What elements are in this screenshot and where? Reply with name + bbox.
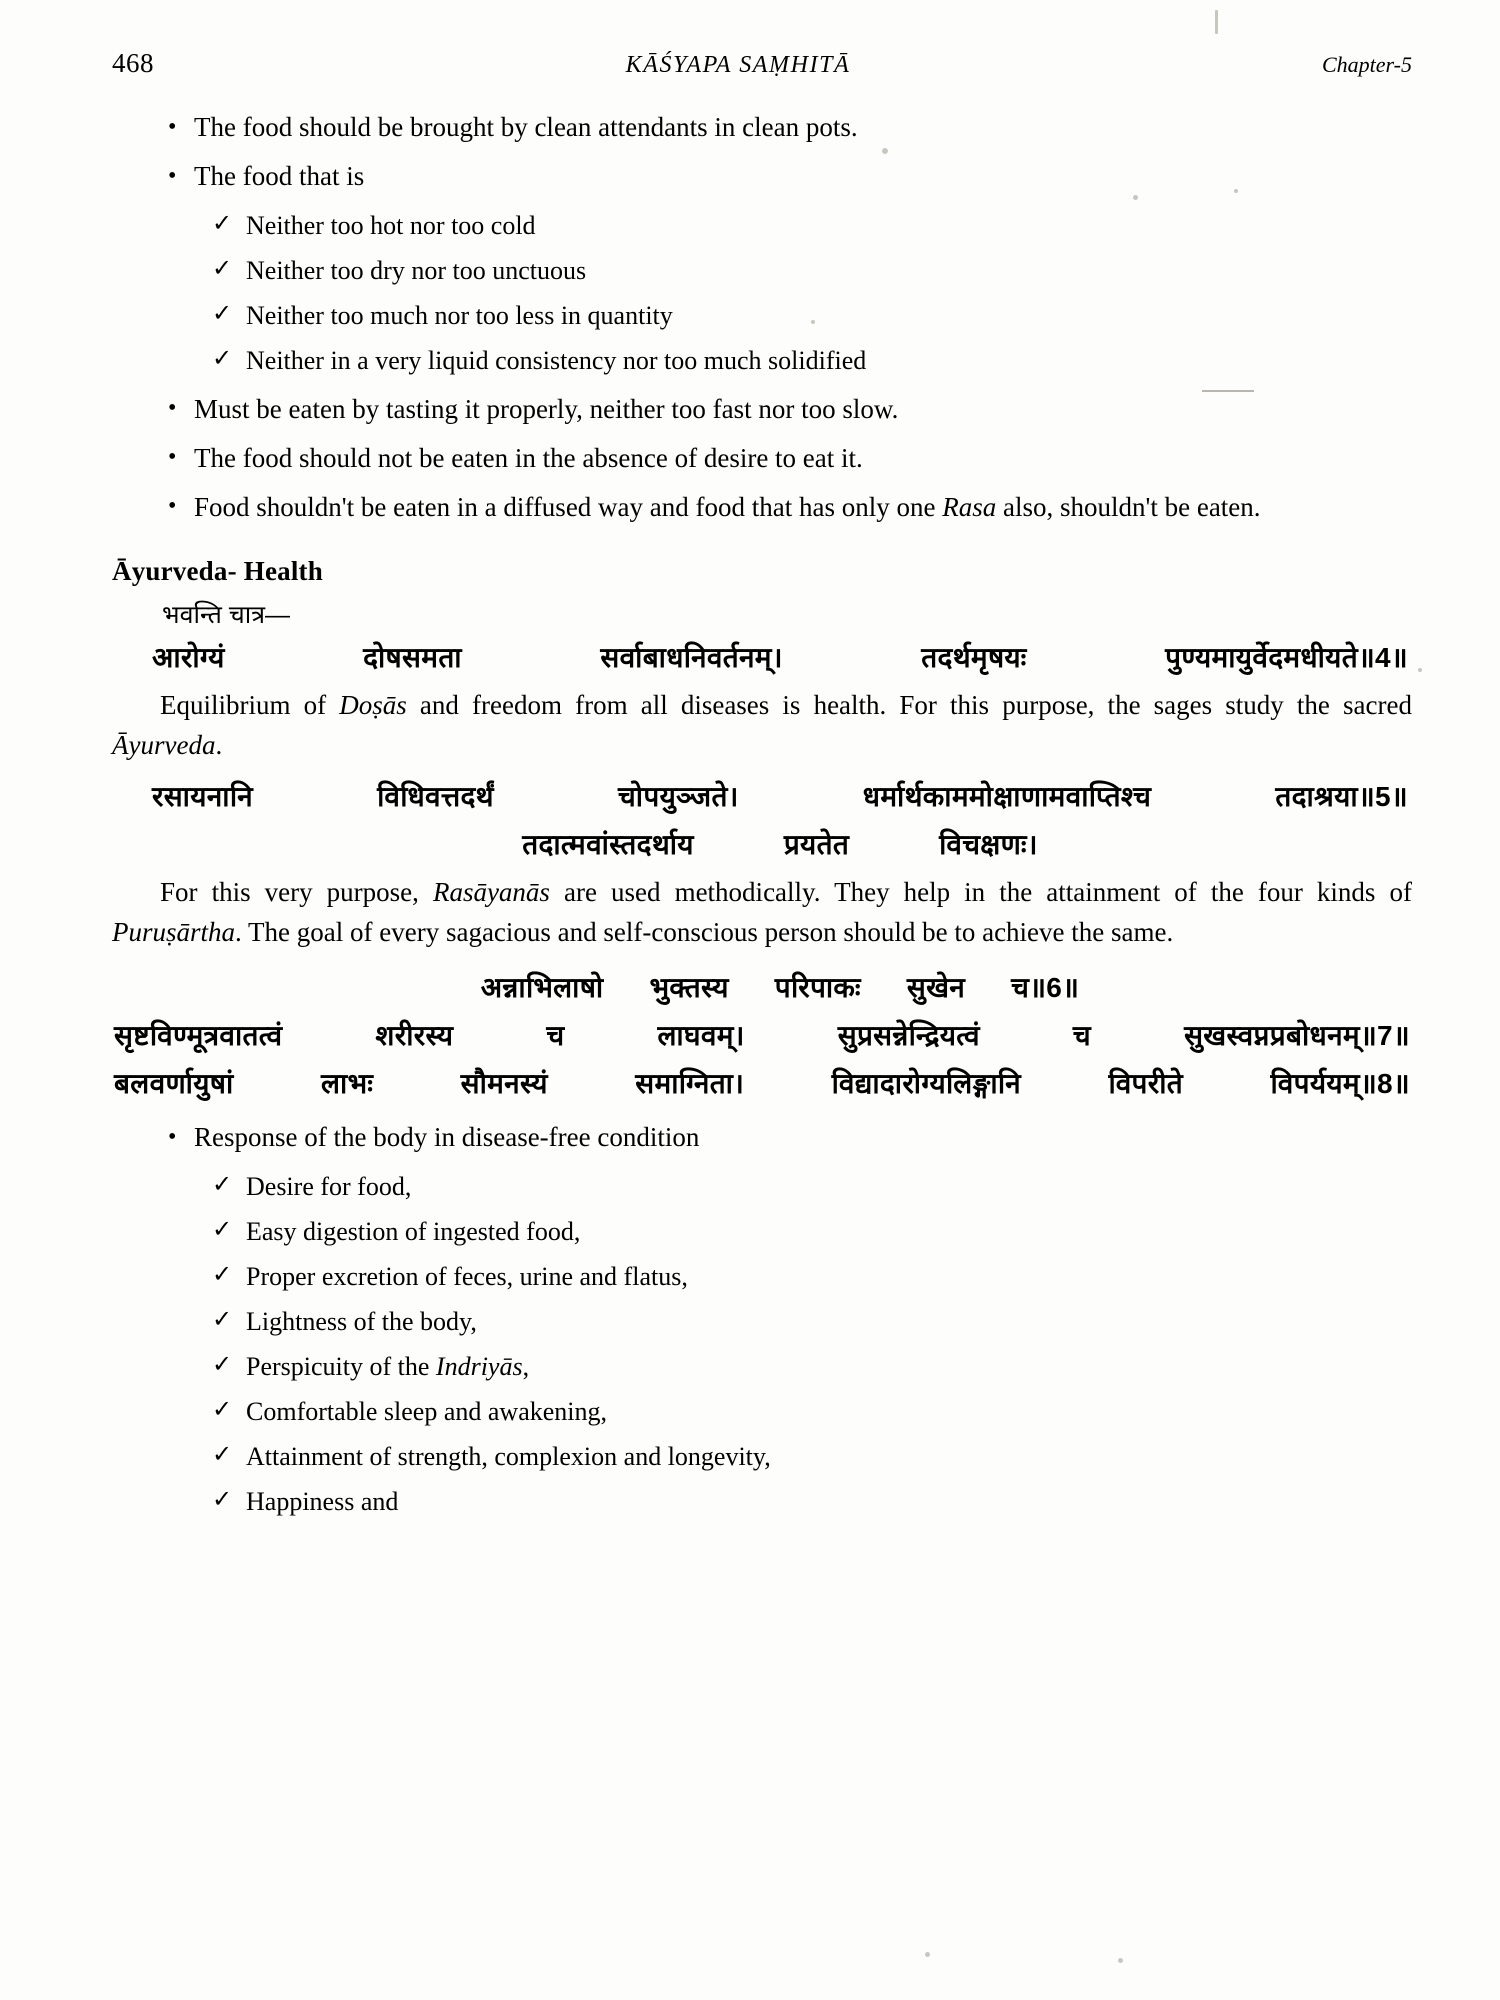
- verse-word: विद्यादारोग्यलिङ्गानि: [831, 1067, 1021, 1099]
- bullet-icon: •: [168, 162, 177, 189]
- translation-mid: are used methodically. They help in the attainment of the four kinds of: [549, 876, 1412, 907]
- verse-word: च: [546, 1019, 565, 1051]
- list-item: [112, 295, 1412, 337]
- list-item: [112, 340, 1412, 382]
- verse-word: अन्नाभिलाषो: [480, 971, 604, 1003]
- verse-word: सुखस्वप्नप्रबोधनम्॥7॥: [1184, 1019, 1410, 1051]
- chapter-label: Chapter-5: [1322, 52, 1412, 77]
- page-content: [112, 48, 1412, 1530]
- running-title: KĀŚYAPA SAṂHITĀ: [625, 52, 851, 78]
- verse-word: दोषसमता: [363, 641, 462, 673]
- list-item-text-post: also, shouldn't be eaten.: [996, 491, 1261, 522]
- list-item-text: The food should not be eaten in the absence of desire to eat it.: [194, 442, 863, 473]
- translation-term: Rasāyanās: [432, 876, 550, 907]
- verse-word: रसायनानि: [152, 780, 253, 812]
- verse-word: समाग्निता।: [635, 1067, 745, 1099]
- list-item: [112, 1391, 1412, 1433]
- list-item: [112, 250, 1412, 292]
- list-item: [112, 205, 1412, 247]
- check-icon: ✓: [212, 1171, 233, 1198]
- translation-term: Puruṣārtha: [112, 917, 236, 948]
- verse-word: विधिवत्तदर्थं: [377, 780, 494, 812]
- sub-check-list: [112, 205, 1412, 382]
- list-item-text: Lightness of the body,: [246, 1306, 477, 1336]
- verse-line-6: [112, 967, 1412, 1009]
- bottom-check-list: [112, 1166, 1412, 1524]
- list-item-text: Happiness and: [246, 1487, 399, 1517]
- verse-word: धर्मार्थकाममोक्षाणामवाप्तिश्च: [862, 780, 1152, 812]
- scan-speck: [925, 1952, 930, 1957]
- list-item-text: Neither too hot nor too cold: [246, 211, 536, 241]
- verse-word: परिपाकः: [774, 971, 861, 1003]
- verse-word: सृष्टविण्मूत्रवातत्वं: [114, 1019, 283, 1051]
- verse-word: आरोग्यं: [152, 641, 225, 673]
- check-icon: ✓: [212, 1352, 233, 1379]
- verse-line-4: [112, 637, 1412, 679]
- list-item-text-pre: Perspicuity of the: [246, 1352, 436, 1382]
- list-item-text: Neither too dry nor too unctuous: [246, 256, 587, 286]
- verse-word: सौमनस्यं: [460, 1067, 548, 1099]
- check-icon: ✓: [212, 1487, 233, 1514]
- list-item: [112, 1436, 1412, 1478]
- verse-word: सुखेन: [906, 971, 966, 1003]
- verse-word: च: [1072, 1019, 1092, 1051]
- list-item-text-post: ,: [522, 1352, 530, 1382]
- verse-word: तदात्मवांस्तदर्थाय: [522, 828, 694, 860]
- verse-word: चोपयुञ्जते।: [618, 780, 739, 812]
- verse-line-5b: [112, 824, 1412, 866]
- list-item-text: Easy digestion of ingested food,: [246, 1216, 581, 1246]
- verse-line-5a: [112, 776, 1412, 818]
- list-item-text-emphasis: Rasa: [942, 491, 997, 522]
- section-heading: Āyurveda- Health: [112, 555, 323, 586]
- list-item-text-emphasis: Indriyās: [435, 1352, 523, 1382]
- bullet-icon: •: [168, 395, 177, 422]
- list-item: [112, 107, 1412, 148]
- check-icon: ✓: [212, 346, 233, 373]
- list-item-text: Attainment of strength, complexion and longevity,: [246, 1442, 771, 1472]
- check-icon: ✓: [212, 1397, 233, 1424]
- verse-word: शरीरस्य: [375, 1019, 454, 1051]
- translation-mid: and freedom from all diseases is health. For this purpose, the sages study the sacred: [406, 689, 1412, 720]
- list-item-text: Proper excretion of feces, urine and flatus,: [246, 1261, 688, 1291]
- list-item-text: Neither too much nor too less in quantity: [246, 301, 673, 331]
- list-item: [112, 1211, 1412, 1253]
- verse-word: भुक्तस्य: [649, 971, 729, 1003]
- check-icon: ✓: [212, 211, 233, 238]
- check-icon: ✓: [212, 1261, 233, 1288]
- translation-pre: For this very purpose,: [160, 876, 433, 907]
- translation-term: Doṣās: [339, 689, 407, 720]
- scan-speck: [1215, 10, 1218, 34]
- list-item: [112, 389, 1412, 430]
- verse-line-7: [112, 1015, 1412, 1057]
- list-item-text: Comfortable sleep and awakening,: [246, 1397, 607, 1427]
- list-item: [112, 487, 1412, 528]
- verse-word: तदर्थमृषयः: [921, 641, 1027, 673]
- list-item-text-pre: Food shouldn't be eaten in a diffused way and food that has only one: [194, 491, 943, 522]
- list-item: [112, 1166, 1412, 1208]
- translation-post: .: [215, 730, 223, 761]
- list-item-text: The food that is: [194, 161, 365, 192]
- list-item: [112, 1481, 1412, 1523]
- verse-word: बलवर्णायुषां: [114, 1067, 234, 1099]
- bullet-icon: •: [168, 444, 177, 471]
- list-item: [112, 1256, 1412, 1298]
- verse-word: पुण्यमायुर्वेदमधीयते॥4॥: [1165, 641, 1408, 673]
- scan-speck: [1118, 1958, 1123, 1963]
- check-icon: ✓: [212, 256, 233, 283]
- list-item-text: Response of the body in disease-free condition: [194, 1121, 700, 1152]
- list-item: [112, 1117, 1412, 1158]
- page-header: [112, 48, 1412, 79]
- check-icon: ✓: [212, 1216, 233, 1243]
- verse-word: तदाश्रया॥5॥: [1275, 780, 1408, 812]
- page-number: 468: [112, 48, 154, 78]
- check-icon: ✓: [212, 301, 233, 328]
- translation-term: Āyurveda: [112, 730, 216, 761]
- top-bullet-list: [112, 107, 1412, 528]
- bottom-bullet-list: [112, 1117, 1412, 1158]
- list-item-text: Must be eaten by tasting it properly, neither too fast nor too slow.: [194, 393, 899, 424]
- verse-word: सुप्रसन्नेन्द्रियत्वं: [837, 1019, 980, 1051]
- verse-5-translation: [112, 872, 1412, 953]
- verse-line-8: [112, 1063, 1412, 1105]
- bullet-icon: •: [168, 1123, 177, 1150]
- verse-word: विचक्षणः।: [939, 828, 1038, 860]
- verse-word: लाभः: [320, 1067, 374, 1099]
- verse-word: सर्वाबाधनिवर्तनम्।: [600, 641, 783, 673]
- list-item: [112, 156, 1412, 197]
- bullet-icon: •: [168, 113, 177, 140]
- devanagari-intro: भवन्ति चात्र—: [162, 600, 290, 629]
- translation-post: . The goal of every sagacious and self-conscious person should be to achieve the same.: [235, 917, 1174, 948]
- verse-word: प्रयतेत: [783, 828, 850, 860]
- list-item: [112, 438, 1412, 479]
- verse-word: विपर्ययम्॥8॥: [1270, 1067, 1410, 1099]
- verse-word: लाघवम्।: [657, 1019, 745, 1051]
- verse-word: विपरीते: [1108, 1067, 1184, 1099]
- translation-pre: Equilibrium of: [160, 689, 340, 720]
- verse-word: च॥6॥: [1011, 971, 1080, 1003]
- bullet-icon: •: [168, 493, 177, 520]
- list-item-text: Desire for food,: [246, 1171, 412, 1201]
- check-icon: ✓: [212, 1442, 233, 1469]
- verse-4-translation: [112, 685, 1412, 766]
- list-item-text: Neither in a very liquid consistency nor too much solidified: [246, 346, 867, 376]
- list-item: [112, 1346, 1412, 1388]
- scan-speck: [1418, 668, 1422, 672]
- list-item: [112, 1301, 1412, 1343]
- check-icon: ✓: [212, 1306, 233, 1333]
- list-item-text: The food should be brought by clean attendants in clean pots.: [194, 112, 858, 142]
